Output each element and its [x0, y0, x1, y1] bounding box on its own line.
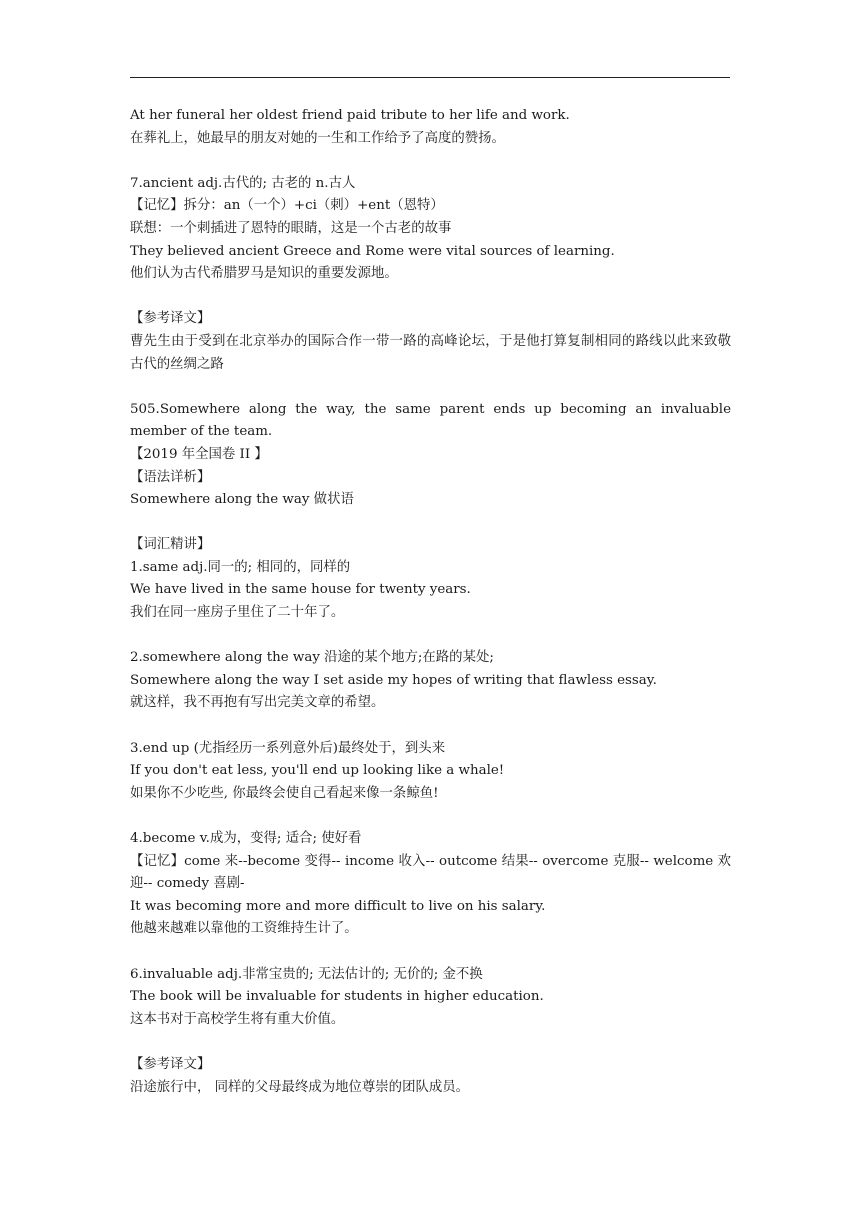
blank-line	[130, 625, 731, 648]
text-line: 我们在同一座房子里住了二十年了。	[130, 605, 345, 621]
vocab-heading: 4.become v.成为，变得; 适合; 使好看	[130, 831, 362, 846]
section-heading: 【词汇精讲】	[130, 537, 211, 553]
text-line: It was becoming more and more difficult to live on his salary.	[130, 898, 546, 914]
text-line: 他越来越难以靠他的工资维持生计了。	[130, 921, 358, 937]
header-rule	[130, 77, 730, 78]
blank-line	[130, 376, 731, 399]
text-line: Somewhere along the way 做状语	[130, 492, 354, 508]
text-line: 【记忆】拆分：an（一个）+ci（刺）+ent（恩特）	[130, 198, 444, 214]
text-paragraph: 【记忆】come 来--become 变得-- income 收入-- outcome 结果-- overcome 克服-- welcome 欢迎-- comedy 喜剧-	[130, 853, 731, 892]
blank-line	[130, 286, 731, 309]
sentence-heading: 505.Somewhere along the way, the same parent ends up becoming an invaluable member of the team.	[130, 401, 731, 440]
text-line: 沿途旅行中， 同样的父母最终成为地位尊崇的团队成员。	[130, 1079, 470, 1095]
text-line: They believed ancient Greece and Rome were vital sources of learning.	[130, 243, 615, 259]
vocab-heading: 2.somewhere along the way 沿途的某个地方;在路的某处;	[130, 650, 494, 666]
text-line: 就这样，我不再抱有写出完美文章的希望。	[130, 695, 385, 711]
blank-line	[130, 512, 731, 535]
source-label: 【2019 年全国卷 II 】	[130, 446, 268, 462]
text-line: 这本书对于高校学生将有重大价值。	[130, 1011, 345, 1027]
document-body	[130, 105, 731, 1099]
text-line: 如果你不少吃些, 你最终会使自己看起来像一条鲸鱼!	[130, 785, 439, 801]
text-line: At her funeral her oldest friend paid tribute to her life and work.	[130, 108, 570, 123]
text-line: We have lived in the same house for twenty years.	[130, 582, 471, 598]
section-heading: 【语法详析】	[130, 469, 211, 485]
text-line: The book will be invaluable for students in higher education.	[130, 989, 544, 1005]
text-line: 他们认为古代希腊罗马是知识的重要发源地。	[130, 266, 398, 282]
blank-line	[130, 715, 731, 738]
blank-line	[130, 150, 731, 173]
blank-line	[130, 1031, 731, 1054]
text-line: Somewhere along the way I set aside my hopes of writing that flawless essay.	[130, 672, 657, 688]
section-heading: 【参考译文】	[130, 1056, 211, 1072]
blank-line	[130, 805, 731, 828]
blank-line	[130, 941, 731, 964]
vocab-heading: 1.same adj.同一的; 相同的，同样的	[130, 559, 351, 575]
text-line: 在葬礼上，她最早的朋友对她的一生和工作给予了高度的赞扬。	[130, 130, 505, 146]
vocab-heading: 7.ancient adj.古代的; 古老的 n.古人	[130, 175, 356, 191]
text-paragraph: 曹先生由于受到在北京举办的国际合作一带一路的高峰论坛，于是他打算复制相同的路线以此来致敬古代的丝绸之路	[130, 333, 731, 372]
text-line: If you don't eat less, you'll end up looking like a whale!	[130, 763, 505, 779]
text-line: 联想：一个刺插进了恩特的眼睛，这是一个古老的故事	[130, 220, 452, 236]
vocab-heading: 3.end up (尤指经历一系列意外后)最终处于，到头来	[130, 740, 446, 756]
vocab-heading: 6.invaluable adj.非常宝贵的; 无法估计的; 无价的; 金不换	[130, 966, 483, 982]
section-heading: 【参考译文】	[130, 311, 211, 327]
